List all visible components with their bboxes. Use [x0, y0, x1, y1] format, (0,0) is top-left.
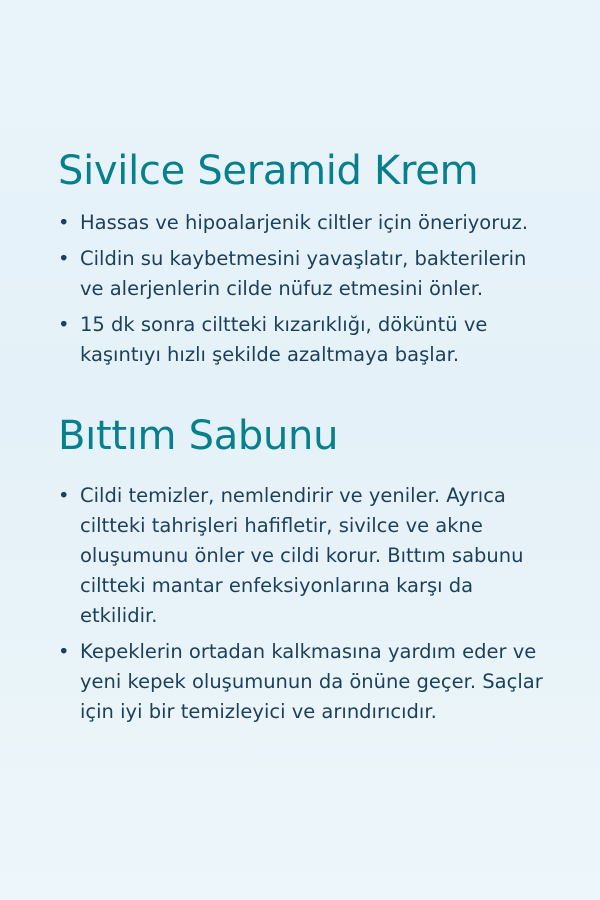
bullet-icon: • [58, 484, 70, 507]
list-item [58, 208, 548, 238]
bullet-icon: • [58, 313, 70, 336]
list-item-text: Cildin su kaybetmesini yavaşlatır, bakterilerin ve alerjenlerin cilde nüfuz etmesini önler. [80, 247, 527, 300]
feature-list [58, 481, 548, 727]
list-item-text: Kepeklerin ortadan kalkmasına yardım eder ve yeni kepek oluşumunun da önüne geçer. Saçlar için iyi bir temizleyici ve arındırıcıdır. [80, 640, 543, 723]
list-item [58, 481, 548, 631]
bullet-icon: • [58, 640, 70, 663]
list-item-text: Cildi temizler, nemlendirir ve yeniler. Ayrıca ciltteki tahrişleri hafifletir, sivilce ve akne oluşumunu önler ve cildi korur. Bıttım sabunu ciltteki mantar enfeksiyonlarına karşı da etkilidir. [80, 484, 524, 627]
bullet-icon: • [58, 211, 70, 234]
list-item [58, 244, 548, 304]
product-info [58, 140, 548, 733]
list-item-text: 15 dk sonra ciltteki kızarıklığı, döküntü ve kaşıntıyı hızlı şekilde azaltmaya başlar. [80, 313, 488, 366]
section-title: Sivilce Seramid Krem [58, 148, 479, 194]
section-seramid-krem [58, 147, 548, 370]
section-bittim-sabunu [58, 412, 548, 727]
bullet-icon: • [58, 247, 70, 270]
feature-list [58, 208, 548, 370]
section-title: Bıttım Sabunu [58, 413, 339, 459]
list-item [58, 637, 548, 727]
list-item [58, 310, 548, 370]
list-item-text: Hassas ve hipoalarjenik ciltler için öneriyoruz. [80, 211, 529, 234]
